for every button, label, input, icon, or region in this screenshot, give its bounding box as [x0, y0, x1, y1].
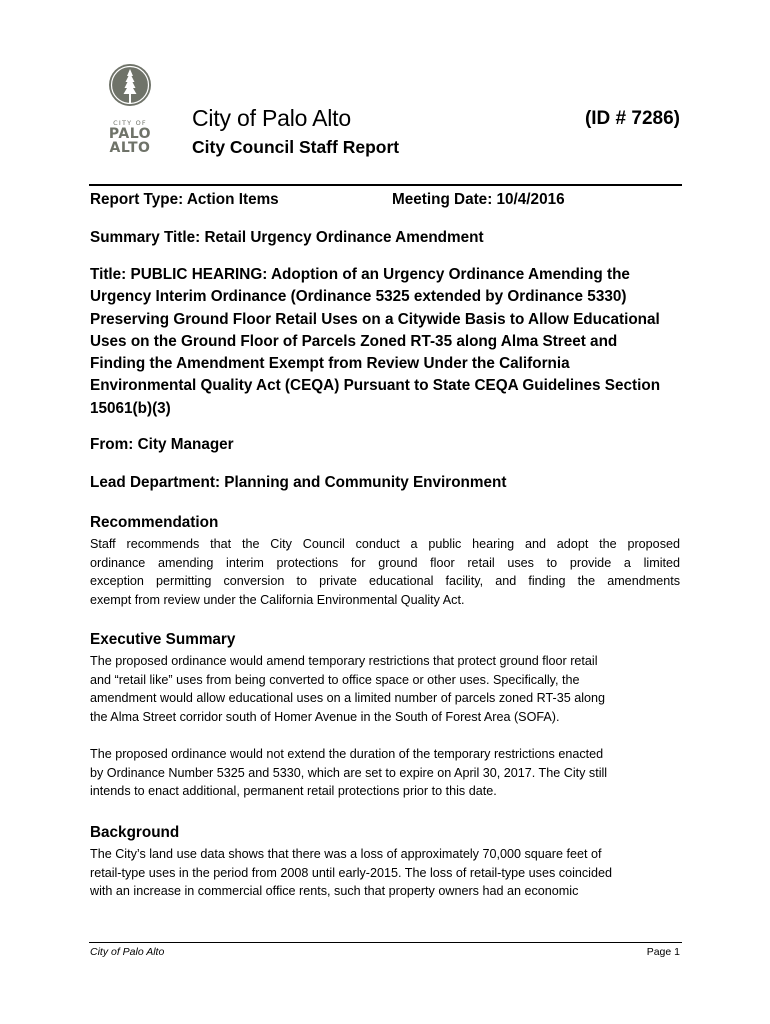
- text-line: amendment would allow educational uses on a limited number of parcels zoned RT-35 along: [90, 691, 606, 706]
- header-divider: [89, 184, 682, 186]
- summary-title: Summary Title: Retail Urgency Ordinance Amendment: [90, 229, 484, 246]
- text-line: retail-type uses in the period from 2008 until early-2015. The loss of retail-type uses coincided: [90, 865, 612, 880]
- footer-divider: [89, 942, 682, 943]
- text-line: intends to enact additional, permanent retail protections prior to this date.: [90, 784, 497, 799]
- background-heading: Background: [90, 824, 180, 841]
- from-line: From: City Manager: [90, 436, 234, 453]
- title-line: Environmental Quality Act (CEQA) Pursuant to State CEQA Guidelines Section: [90, 377, 661, 395]
- text-line: The proposed ordinance would not extend the duration of the temporary restrictions enacted: [90, 747, 604, 761]
- page-title: City of Palo Alto: [192, 105, 351, 131]
- text-line: ordinance amending interim protections for ground floor retail uses to provide a limited: [90, 555, 680, 570]
- text-line: Staff recommends that the City Council conduct a public hearing and adopt the proposed: [90, 537, 680, 551]
- logo-city-of: CITY OF: [113, 119, 147, 127]
- logo-palo: PALO: [108, 126, 152, 142]
- recommendation-heading: Recommendation: [90, 514, 219, 531]
- text-line: exception permitting conversion to private educational facility, and finding the amendments: [90, 574, 680, 589]
- title-line: Title: PUBLIC HEARING: Adoption of an Urgency Ordinance Amending the: [90, 266, 630, 283]
- lead-department: Lead Department: Planning and Community Environment: [90, 474, 507, 491]
- report-id: (ID # 7286): [584, 108, 680, 129]
- text-line: The City’s land use data shows that there was a loss of approximately 70,000 square feet of: [90, 847, 602, 861]
- executive-summary-para-2: [90, 745, 680, 801]
- meeting-date: Meeting Date: 10/4/2016: [392, 191, 565, 208]
- background-body: [90, 845, 680, 901]
- page-subtitle: City Council Staff Report: [192, 137, 400, 157]
- executive-summary-heading: Executive Summary: [90, 631, 236, 648]
- text-line: The proposed ordinance would amend temporary restrictions that protect ground floor retail: [90, 654, 598, 668]
- report-title: [90, 264, 690, 420]
- redwood-tree-icon: [108, 63, 152, 107]
- report-type: Report Type: Action Items: [90, 191, 279, 208]
- footer-city: City of Palo Alto: [90, 946, 165, 958]
- logo-alto: ALTO: [109, 140, 151, 156]
- executive-summary-para-1: [90, 652, 680, 726]
- text-line: by Ordinance Number 5325 and 5330, which are set to expire on April 30, 2017. The City still: [90, 765, 608, 780]
- title-line: Uses on the Ground Floor of Parcels Zoned RT-35 along Alma Street and: [90, 332, 618, 350]
- text-line: the Alma Street corridor south of Homer Avenue in the South of Forest Area (SOFA).: [90, 709, 560, 724]
- title-line: Urgency Interim Ordinance (Ordinance 5325 extended by Ordinance 5330): [90, 288, 627, 306]
- title-line: Preserving Ground Floor Retail Uses on a Citywide Basis to Allow Educational: [90, 310, 660, 328]
- recommendation-body: [90, 535, 680, 609]
- city-logo: [105, 63, 155, 155]
- text-line: exempt from review under the California Environmental Quality Act.: [90, 592, 465, 607]
- text-line: with an increase in commercial office rents, such that property owners had an economic: [90, 884, 579, 899]
- text-line: and “retail like” uses from being converted to office space or other uses. Specifically, the: [90, 672, 580, 687]
- title-line: Finding the Amendment Exempt from Review Under the California: [90, 355, 570, 373]
- page-number: Page 1: [646, 946, 680, 958]
- title-line: 15061(b)(3): [90, 399, 171, 417]
